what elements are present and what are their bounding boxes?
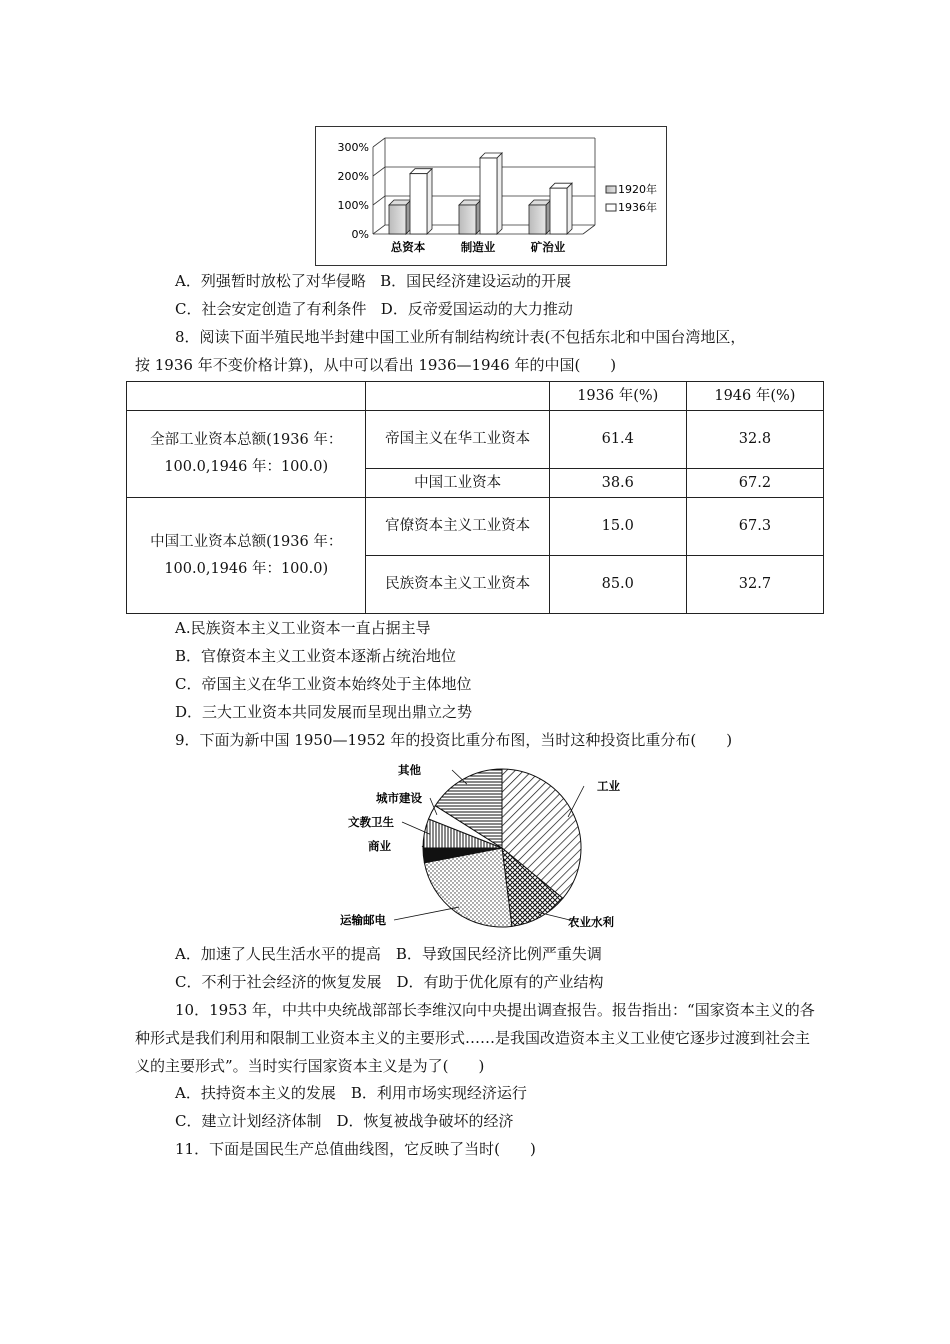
pie-label: 文教卫生 <box>348 815 394 829</box>
y-tick-label: 0% <box>351 228 369 241</box>
table-cell: 帝国主义在华工业资本 <box>366 411 549 469</box>
table-row <box>127 411 824 469</box>
table-header-cell <box>366 382 549 411</box>
table-cell: 61.4 <box>549 411 686 469</box>
pie-label: 农业水利 <box>568 915 614 929</box>
table-header-cell: 1936 年(%) <box>549 382 686 411</box>
table-cell: 官僚资本主义工业资本 <box>366 498 549 556</box>
q8-option-a: A.民族资本主义工业资本一直占据主导 <box>175 619 431 637</box>
bar-1936-3-side <box>567 183 572 234</box>
q8-option-b: B．官僚资本主义工业资本逐渐占统治地位 <box>175 647 457 665</box>
bar-1936-1 <box>410 174 427 234</box>
q9-stem: 9．下面为新中国 1950—1952 年的投资比重分布图，当时这种投资比重分布( ) <box>175 731 733 749</box>
pie-label: 工业 <box>597 779 620 793</box>
table-cell: 32.7 <box>686 556 823 614</box>
q7-option-a: A．列强暂时放松了对华侵略 <box>175 272 366 290</box>
table-cell: 15.0 <box>549 498 686 556</box>
q7-options-ab <box>175 270 571 291</box>
group-label-total: 全部工业资本总额(1936 年：100.0,1946 年：100.0) <box>127 411 366 498</box>
legend-label-1936: 1936年 <box>618 201 657 214</box>
bar-1920-3 <box>529 205 546 234</box>
q10-stem: 10．1953 年，中共中央统战部部长李维汉向中央提出调查报告。报告指出：“国家资本主义的各种形式是我们利用和限制工业资本主义的主要形式……是我国改造资本主义工业使它逐步过渡到社会主义的主要形式”。当时实行国家资本主义是为了( ) <box>135 1001 815 1075</box>
leader-line <box>568 786 584 817</box>
q7-option-d: D．反帝爱国运动的大力推动 <box>380 300 573 318</box>
table-cell: 民族资本主义工业资本 <box>366 556 549 614</box>
pie-label: 商业 <box>368 839 391 853</box>
leader-line <box>394 907 459 920</box>
q8-option-c: C．帝国主义在华工业资本始终处于主体地位 <box>175 675 472 693</box>
bar-1936-2 <box>480 158 497 234</box>
pie-chart <box>330 760 650 935</box>
pie-label: 城市建设 <box>376 791 422 805</box>
bar-1936-1-side <box>427 169 432 234</box>
q8-stem-line2: 按 1936 年不变价格计算)，从中可以看出 1936—1946 年的中国( ) <box>135 356 617 374</box>
q7-option-c: C．社会安定创造了有利条件 <box>175 300 367 318</box>
bar-1936-3 <box>550 188 567 234</box>
table-cell: 38.6 <box>549 469 686 498</box>
y-tick-label: 100% <box>337 199 369 212</box>
bar-1920-1 <box>389 205 406 234</box>
legend-swatch-1920 <box>606 186 616 193</box>
table-row <box>127 498 824 556</box>
table-header-row <box>127 382 824 411</box>
y-tick-label: 200% <box>337 170 369 183</box>
table-cell: 67.2 <box>686 469 823 498</box>
q8-option-d: D．三大工业资本共同发展而呈现出鼎立之势 <box>175 703 473 721</box>
x-category-label: 矿治业 <box>530 240 566 254</box>
q10-options-cd: C．建立计划经济体制 D．恢复被战争破坏的经济 <box>175 1112 514 1130</box>
pie-label: 其他 <box>398 763 421 777</box>
x-category-label: 制造业 <box>460 240 496 254</box>
q9-options-cd: C．不利于社会经济的恢复发展 D．有助于优化原有的产业结构 <box>175 973 604 991</box>
q7-option-b: B．国民经济建设运动的开展 <box>380 272 572 290</box>
table-cell: 32.8 <box>686 411 823 469</box>
q9-options-ab: A．加速了人民生活水平的提高 B．导致国民经济比例严重失调 <box>175 945 602 963</box>
table-cell: 中国工业资本 <box>366 469 549 498</box>
table-cell: 85.0 <box>549 556 686 614</box>
q10-options-ab: A．扶持资本主义的发展 B．利用市场实现经济运行 <box>175 1084 527 1102</box>
bar-chart <box>315 126 667 266</box>
bar-1920-2 <box>459 205 476 234</box>
q8-table <box>126 381 824 614</box>
bar-1936-2-side <box>497 153 502 234</box>
pie-label: 运输邮电 <box>340 913 386 927</box>
q7-options-cd <box>175 298 573 319</box>
table-header-cell <box>127 382 366 411</box>
q11-stem: 11．下面是国民生产总值曲线图，它反映了当时( ) <box>175 1140 536 1158</box>
legend-label-1920: 1920年 <box>618 183 657 196</box>
legend-swatch-1936 <box>606 204 616 211</box>
x-category-label: 总资本 <box>390 240 426 254</box>
table-cell: 67.3 <box>686 498 823 556</box>
group-label-chinese: 中国工业资本总额(1936 年：100.0,1946 年：100.0) <box>127 498 366 614</box>
q8-stem-line1: 8．阅读下面半殖民地半封建中国工业所有制结构统计表(不包括东北和中国台湾地区， <box>175 328 746 346</box>
y-tick-label: 300% <box>337 141 369 154</box>
table-header-cell: 1946 年(%) <box>686 382 823 411</box>
